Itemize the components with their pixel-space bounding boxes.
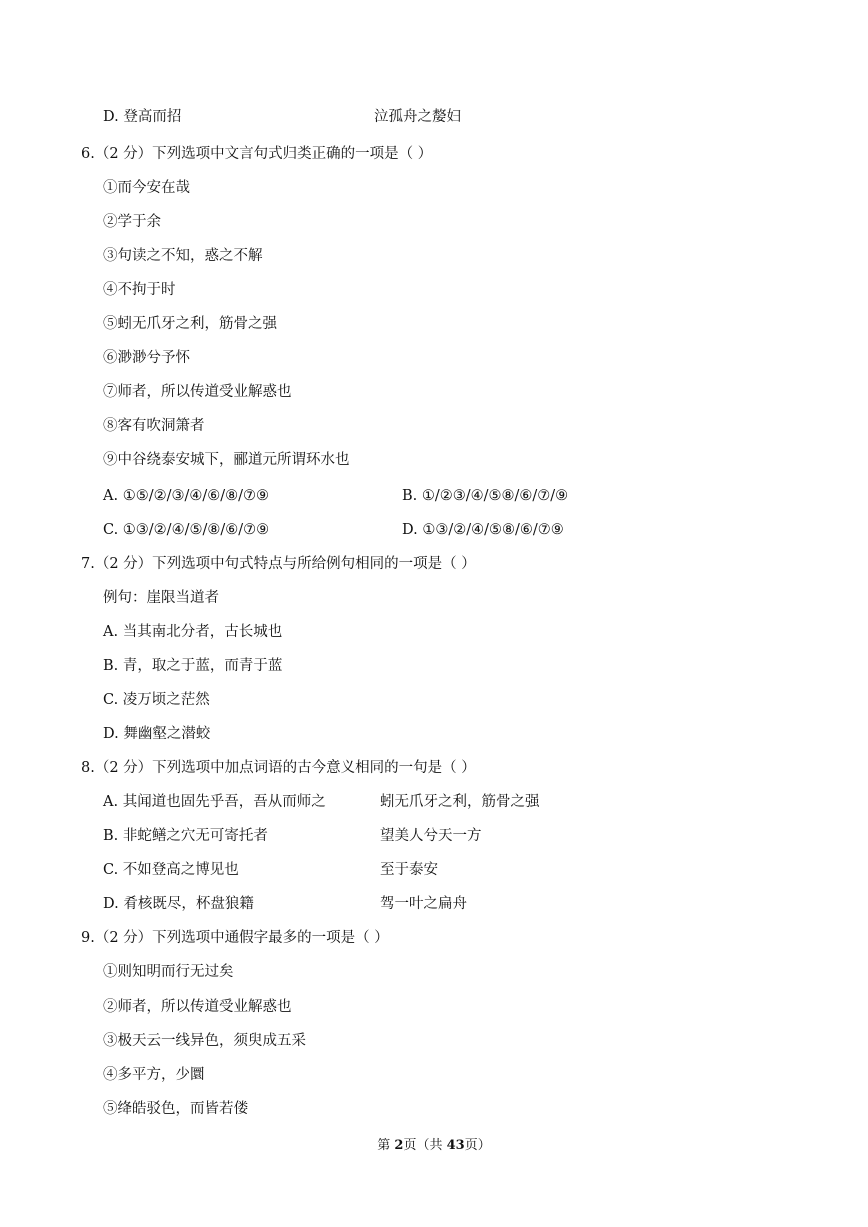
q6-option-c: C. ①③/②/④/⑤/⑧/⑥/⑦⑨ (103, 522, 270, 538)
q6-item-6: ⑥渺渺兮予怀 (103, 350, 190, 366)
q6-option-b: B. ①/②③/④/⑤⑧/⑥/⑦/⑨ (402, 488, 569, 504)
footer-page-number: 2 (394, 1138, 404, 1153)
q8-option-d-left: D. 肴核既尽，杯盘狼籍 (103, 896, 254, 912)
q8-option-a-left: A. 其闻道也固先乎吾，吾从而师之 (103, 794, 326, 810)
q8-option-a-right: 蚓无爪牙之利，筋骨之强 (380, 794, 540, 810)
q9-item-3: ③极天云一线异色，须臾成五采 (103, 1033, 306, 1049)
q7-example: 例句：崖限当道者 (103, 590, 219, 606)
q6-option-a: A. ①⑤/②/③/④/⑥/⑧/⑦⑨ (103, 488, 269, 504)
q5-option-d-left: D. 登高而招 (103, 109, 182, 125)
q8-option-c-right: 至于泰安 (380, 862, 438, 878)
q8-stem: 8.（2 分）下列选项中加点词语的古今意义相同的一句是（ ） (81, 760, 476, 776)
q6-item-5: ⑤蚓无爪牙之利，筋骨之强 (103, 316, 277, 332)
footer-mid: 页（共 (403, 1138, 447, 1153)
q6-item-8: ⑧客有吹洞箫者 (103, 418, 205, 434)
q5-option-d-right: 泣孤舟之嫠妇 (374, 109, 461, 125)
q7-option-a: A. 当其南北分者，古长城也 (103, 624, 283, 640)
q8-option-d-right: 驾一叶之扁舟 (380, 896, 467, 912)
q6-item-3: ③句读之不知，惑之不解 (103, 248, 263, 264)
q7-stem: 7.（2 分）下列选项中句式特点与所给例句相同的一项是（ ） (81, 556, 476, 572)
q7-option-c: C. 凌万顷之茫然 (103, 692, 210, 708)
q6-item-2: ②学于余 (103, 214, 161, 230)
q9-item-4: ④多平方，少圜 (103, 1067, 205, 1083)
footer-total-pages: 43 (446, 1138, 465, 1153)
q9-item-5: ⑤绛皓驳色，而皆若偻 (103, 1101, 248, 1117)
q7-option-d: D. 舞幽壑之潜蛟 (103, 726, 211, 742)
q6-item-1: ①而今安在哉 (103, 180, 190, 196)
q8-option-c-left: C. 不如登高之博见也 (103, 862, 239, 878)
q6-item-9: ⑨中谷绕泰安城下，郦道元所谓环水也 (103, 452, 350, 468)
footer-prefix: 第 (377, 1138, 395, 1153)
q7-option-b: B. 青，取之于蓝，而青于蓝 (103, 658, 283, 674)
q8-option-b-left: B. 非蛇鳝之穴无可寄托者 (103, 828, 268, 844)
q6-stem: 6.（2 分）下列选项中文言句式归类正确的一项是（ ） (81, 146, 433, 162)
q6-item-7: ⑦师者，所以传道受业解惑也 (103, 384, 292, 400)
q6-option-d: D. ①③/②/④/⑤⑧/⑥/⑦⑨ (402, 522, 564, 538)
q9-item-1: ①则知明而行无过矣 (103, 964, 234, 980)
footer-suffix: 页） (464, 1138, 491, 1153)
q9-stem: 9.（2 分）下列选项中通假字最多的一项是（ ） (81, 930, 389, 946)
q8-option-b-right: 望美人兮天一方 (380, 828, 482, 844)
q6-item-4: ④不拘于时 (103, 282, 176, 298)
page-footer (0, 1137, 868, 1155)
q9-item-2: ②师者，所以传道受业解惑也 (103, 999, 292, 1015)
